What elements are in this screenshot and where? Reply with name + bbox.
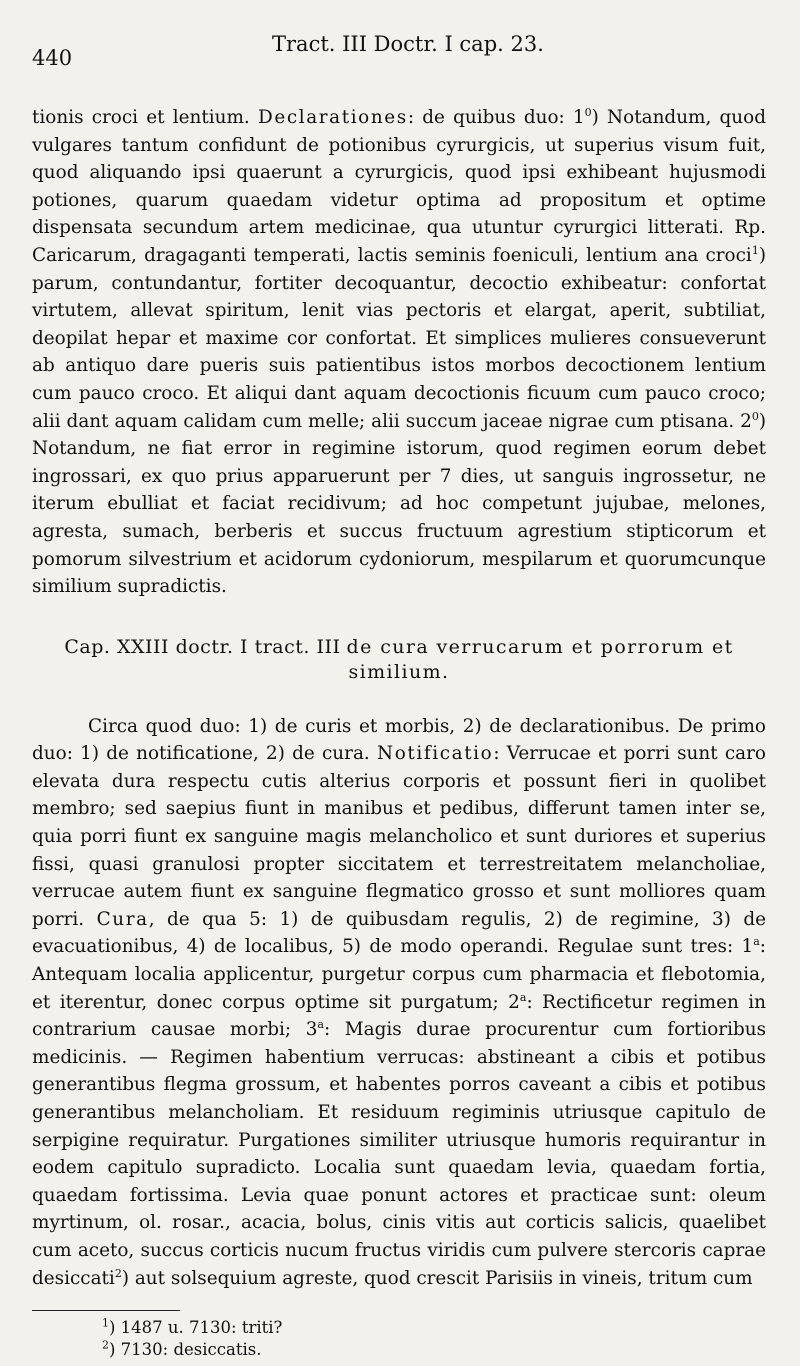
spaced-term-cura: Cura — [96, 908, 149, 930]
chapter-title-line-1: de cura verrucarum et porrorum et — [346, 635, 734, 658]
text-run: : Magis durae procurentur cum fortioribus medicinis. — Regimen habentium verrucas: abstineant a cibis et potibus generantibus flegma grossum, et habentes porros caveant a cibis et potibus generantibus melancholiam. Et residuum regiminis utriusque capitulo de serpigine requiratur. Purgationes similiter utriusque humoris requirantur in eodem capitulo supradicto. Localia sunt quaedam levia, quaedam fortia, quaedam fortissima. Levia quae ponunt actores et practicae sunt: oleum myrtinum, ol. rosar., acacia, bolus, cinis vitis aut corticis salicis, quaelibet cum aceto, succus corticis nucum fructus viridis cum pulvere stercoris caprae desiccati — [32, 1019, 767, 1289]
running-head: Tract. III Doctr. I cap. 23. — [272, 32, 544, 56]
footnotes — [32, 1317, 766, 1361]
text-run: ) Notandum, quod vulgares tantum confidunt de potionibus cyrurgicis, ut superius visum fuit, quod aliquando ipsi quaerunt a cyrurgicis, quod ipsi exhibeant hujusmodi potiones, quarum quaedam videtur optima ad propositum et optime dispensata secundum artem medicinae, qua utuntur cyrurgici litterati. Rp. Caricarum, dragaganti temperati, lactis seminis foeniculi, lentium ana croci — [32, 107, 766, 266]
text-run: : Antequam localia applicentur, purgetur corpus cum pharmacia et flebotomia, et iterentur, donec corpus optime sit purgatum; 2 — [32, 936, 766, 1013]
chapter-label: Cap. XXIII doctr. I tract. III — [64, 635, 341, 658]
chapter-title-line-2: similium. — [348, 660, 450, 683]
footnote-text: ) 1487 u. 7130: triti? — [109, 1318, 283, 1338]
superscript: 0 — [751, 409, 759, 423]
page-header — [32, 28, 766, 72]
footnote-ref-1: 1 — [751, 243, 759, 257]
footnote-ref-2: 2 — [114, 1266, 122, 1280]
chapter-heading — [32, 635, 766, 685]
text-run: tionis croci et lentium. — [32, 107, 258, 128]
text-run: ) parum, contundantur, fortiter decoquantur, decoctio exhibeatur: confortat virtutem, allevat spiritum, lenit vias pectoris et elargat, aperit, subtiliat, deopilat hepar et maxime cor confortat. Et simplices mulieres consueverunt ab antiquo dare pueris suis patientibus istos morbos decoctionem lentium cum pauco croco. Et aliqui dant aquam decoctionis ficuum cum pauco croco; alii dant aquam calidam cum melle; alii succum jaceae nigrae cum ptisana. 2 — [32, 244, 766, 432]
text-run: : de quibus duo: 1 — [407, 107, 585, 128]
text-run: ) aut solsequium agreste, quod crescit Parisiis in vineis, tritum cum — [121, 1267, 753, 1289]
page-body — [32, 104, 766, 1292]
superscript: a — [317, 1018, 324, 1032]
footnote-mark: 2 — [102, 1338, 109, 1352]
footnote-divider — [32, 1310, 180, 1311]
text-run: : Verrucae et porri sunt caro elevata dura respectu cutis alterius corporis et possunt fieri in quolibet membro; sed saepius fiunt in manibus et pedibus, differunt tamen inter se, quia porri fiunt ex sanguine magis melancholico et sunt duriores et superius fissi, quasi granulosi propter siccitatem et terrestreitatem melancholiae, verrucae autem fiunt ex sanguine flegmatico grosso et sunt molliores quam porri. — [32, 743, 766, 930]
text-run: ) Notandum, ne fiat error in regimine istorum, quod regimen eorum debet ingrossari, ex quo prius apparuerunt per 7 dies, ut sanguis ingrossetur, ne iterum ebulliat et faciat recidivum; ad hoc competunt jujubae, melones, agresta, sumach, berberis et succus fructuum agrestium stipticorum et pomorum silvestrium et acidorum cydoniorum, mespilarum et quorumcunque similium supradictis. — [32, 410, 766, 598]
page-number: 440 — [32, 46, 73, 70]
footnote-2 — [102, 1339, 766, 1361]
text-run: Circa quod duo: 1) de curis et morbis, 2) de declarationibus. De primo duo: 1) de notificatione, 2) de cura. — [32, 715, 766, 765]
spaced-term-notificatio: Notificatio — [377, 743, 494, 765]
footnote-text: ) 7130: desiccatis. — [109, 1340, 262, 1360]
text-run: , de qua 5: 1) de quibusdam regulis, 2) de regimine, 3) de evacuationibus, 4) de localibus, 5) de modo operandi. Regulae sunt tres: 1 — [32, 908, 766, 958]
footnote-mark: 1 — [102, 1316, 109, 1330]
superscript: a — [753, 935, 760, 949]
footnote-1 — [102, 1317, 766, 1339]
paragraph-circa — [32, 713, 766, 1292]
superscript: a — [519, 990, 527, 1004]
text-run: : Rectificetur regimen in contrarium causae morbi; 3 — [32, 991, 766, 1041]
spaced-term-declarationes: Declarationes — [257, 107, 408, 128]
paragraph-declarationes — [32, 104, 766, 601]
superscript: 0 — [584, 105, 592, 119]
